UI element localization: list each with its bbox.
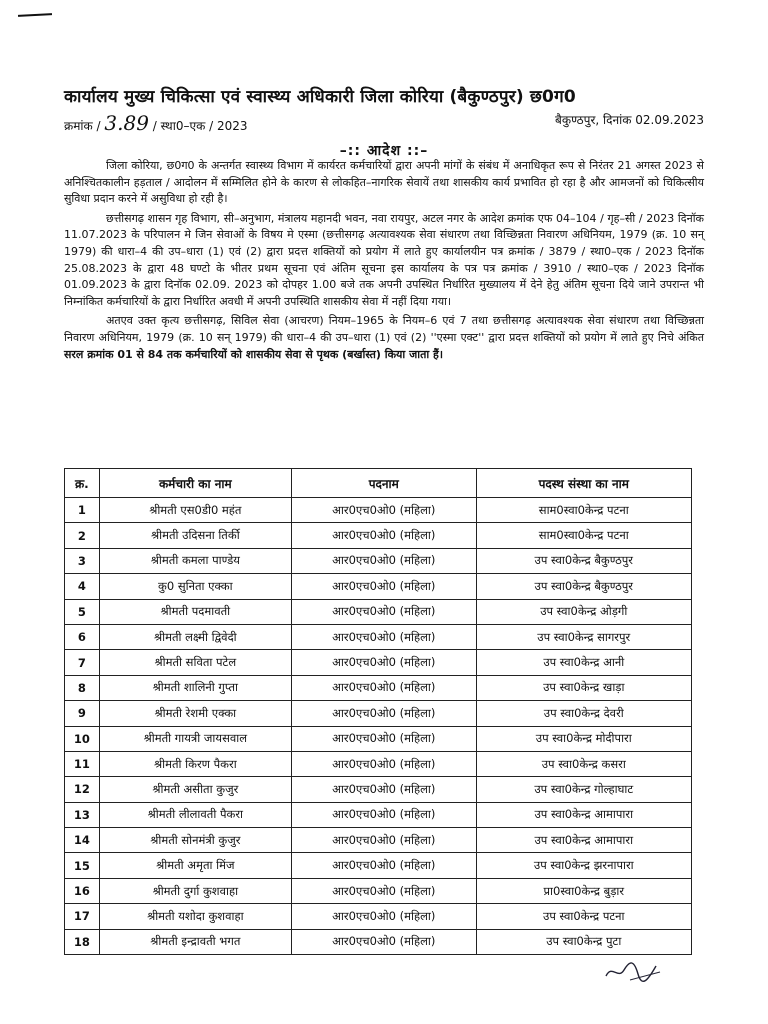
cell-designation: आर0एच0ओ0 (महिला) bbox=[291, 777, 476, 802]
cell-serial: 18 bbox=[65, 929, 100, 954]
cell-designation: आर0एच0ओ0 (महिला) bbox=[291, 650, 476, 675]
cell-employee-name: श्रीमती कमला पाण्डेय bbox=[99, 548, 291, 573]
cell-institution: उप स्वा0केन्द्र आमापारा bbox=[476, 828, 691, 853]
table-row bbox=[65, 701, 692, 726]
cell-employee-name: श्रीमती सोनमंत्री कुजुर bbox=[99, 828, 291, 853]
cell-serial: 11 bbox=[65, 751, 100, 776]
order-body bbox=[64, 158, 704, 366]
cell-employee-name: कु0 सुनिता एक्का bbox=[99, 574, 291, 599]
top-mark bbox=[18, 13, 52, 17]
cell-serial: 13 bbox=[65, 802, 100, 827]
header-institution: पदस्थ संस्था का नाम bbox=[476, 469, 691, 498]
cell-employee-name: श्रीमती एस0डी0 महंत bbox=[99, 498, 291, 523]
cell-designation: आर0एच0ओ0 (महिला) bbox=[291, 828, 476, 853]
cell-serial: 8 bbox=[65, 675, 100, 700]
reference-number: 3.89 bbox=[104, 111, 149, 135]
reference-number-block bbox=[64, 111, 248, 135]
cell-serial: 5 bbox=[65, 599, 100, 624]
cell-designation: आर0एच0ओ0 (महिला) bbox=[291, 624, 476, 649]
cell-employee-name: श्रीमती लीलावती पैकरा bbox=[99, 802, 291, 827]
cell-employee-name: श्रीमती अमृता मिंज bbox=[99, 853, 291, 878]
cell-serial: 7 bbox=[65, 650, 100, 675]
cell-employee-name: श्रीमती इन्द्रावती भगत bbox=[99, 929, 291, 954]
table-row bbox=[65, 777, 692, 802]
table-row bbox=[65, 929, 692, 954]
header-designation: पदनाम bbox=[291, 469, 476, 498]
reference-prefix: क्रमांक / bbox=[64, 119, 101, 133]
cell-designation: आर0एच0ओ0 (महिला) bbox=[291, 675, 476, 700]
cell-designation: आर0एच0ओ0 (महिला) bbox=[291, 498, 476, 523]
paragraph-3-emphasis: सरल क्रमांक 01 से 84 तक कर्मचारियों को शासकीय सेवा से पृथक (बर्खास्त) किया जाता हैं। bbox=[64, 347, 444, 361]
paragraph-3-text: अतएव उक्त कृत्य छत्तीसगढ़, सिविल सेवा (आचरण) नियम–1965 के नियम–6 एवं 7 तथा छत्तीसगढ़ अत्यावश्यक सेवा संधारण तथा विच्छिन्नता निवारण अधिनियम, 1979 (क्र. 10 सन् 1979) की धारा–4 की उप–धारा (1) एवं (2) ''एस्मा एक्ट'' द्वारा प्रदत्त शक्तियों को प्रयोग में लाते हुए निचे अंकित bbox=[64, 314, 704, 344]
cell-designation: आर0एच0ओ0 (महिला) bbox=[291, 929, 476, 954]
table-row bbox=[65, 599, 692, 624]
cell-serial: 1 bbox=[65, 498, 100, 523]
cell-institution: उप स्वा0केन्द्र आनी bbox=[476, 650, 691, 675]
table-row bbox=[65, 675, 692, 700]
order-title: –:: आदेश ::– bbox=[339, 143, 429, 159]
cell-employee-name: श्रीमती पदमावती bbox=[99, 599, 291, 624]
table-row bbox=[65, 624, 692, 649]
table-row bbox=[65, 751, 692, 776]
cell-institution: उप स्वा0केन्द्र देवरी bbox=[476, 701, 691, 726]
cell-serial: 14 bbox=[65, 828, 100, 853]
cell-designation: आर0एच0ओ0 (महिला) bbox=[291, 802, 476, 827]
cell-institution: उप स्वा0केन्द्र मोदीपारा bbox=[476, 726, 691, 751]
cell-designation: आर0एच0ओ0 (महिला) bbox=[291, 548, 476, 573]
cell-serial: 2 bbox=[65, 523, 100, 548]
cell-institution: उप स्वा0केन्द्र आमापारा bbox=[476, 802, 691, 827]
cell-serial: 15 bbox=[65, 853, 100, 878]
letter-header bbox=[64, 84, 704, 160]
cell-employee-name: श्रीमती किरण पैकरा bbox=[99, 751, 291, 776]
cell-institution: उप स्वा0केन्द्र पटना bbox=[476, 904, 691, 929]
cell-institution: साम0स्वा0केन्द्र पटना bbox=[476, 523, 691, 548]
reference-row bbox=[64, 111, 704, 135]
table-header-row bbox=[65, 469, 692, 498]
cell-institution: उप स्वा0केन्द्र कसरा bbox=[476, 751, 691, 776]
table-row bbox=[65, 650, 692, 675]
cell-employee-name: श्रीमती यशोदा कुशवाहा bbox=[99, 904, 291, 929]
signature bbox=[600, 950, 670, 990]
cell-institution: उप स्वा0केन्द्र बैकुण्ठपुर bbox=[476, 574, 691, 599]
table-row bbox=[65, 802, 692, 827]
table-row bbox=[65, 498, 692, 523]
cell-employee-name: श्रीमती असीता कुजुर bbox=[99, 777, 291, 802]
cell-institution: उप स्वा0केन्द्र गोल्हाघाट bbox=[476, 777, 691, 802]
cell-designation: आर0एच0ओ0 (महिला) bbox=[291, 878, 476, 903]
header-name: कर्मचारी का नाम bbox=[99, 469, 291, 498]
cell-designation: आर0एच0ओ0 (महिला) bbox=[291, 904, 476, 929]
place-date: बैकुण्ठपुर, दिनांक 02.09.2023 bbox=[555, 113, 704, 127]
cell-employee-name: श्रीमती गायत्री जायसवाल bbox=[99, 726, 291, 751]
cell-serial: 17 bbox=[65, 904, 100, 929]
cell-serial: 16 bbox=[65, 878, 100, 903]
paragraph-1: जिला कोरिया, छ0ग0 के अन्तर्गत स्वास्थ्य विभाग में कार्यरत कर्मचारियों द्वारा अपनी मांगों के संबंध में अनाधिकृत रूप से निरंतर 21 अगस्त 2023 से अनिश्चितकालीन हड़ताल / आदोलन में सम्मिलित होने के कारण से लोकहित–नागरिक सेवायें तथा शासकीय कार्य प्रभावित हो रहा है और आमजनों को चिकित्सीय सुविधा प्रदान करने में असुविधा हो रही है। bbox=[64, 159, 704, 206]
table-row bbox=[65, 904, 692, 929]
office-title: कार्यालय मुख्य चिकित्सा एवं स्वास्थ्य अधिकारी जिला कोरिया (बैकुण्ठपुर) छ0ग0 bbox=[64, 87, 576, 107]
cell-designation: आर0एच0ओ0 (महिला) bbox=[291, 523, 476, 548]
cell-institution: उप स्वा0केन्द्र सागरपुर bbox=[476, 624, 691, 649]
table-row bbox=[65, 878, 692, 903]
cell-employee-name: श्रीमती दुर्गा कुशवाहा bbox=[99, 878, 291, 903]
cell-serial: 6 bbox=[65, 624, 100, 649]
table-row bbox=[65, 853, 692, 878]
staff-table bbox=[64, 468, 692, 955]
cell-employee-name: श्रीमती शालिनी गुप्ता bbox=[99, 675, 291, 700]
cell-serial: 12 bbox=[65, 777, 100, 802]
cell-employee-name: श्रीमती रेशमी एक्का bbox=[99, 701, 291, 726]
cell-employee-name: श्रीमती लक्ष्मी द्विवेदी bbox=[99, 624, 291, 649]
table-row bbox=[65, 828, 692, 853]
paragraph-2: छत्तीसगढ़ शासन गृह विभाग, सी–अनुभाग, मंत्रालय महानदी भवन, नवा रायपुर, अटल नगर के आदेश क्रमांक एफ 04–104 / गृह–सी / 2023 दिनॉक 11.07.2023 के परिपालन मे जिन सेवाओं के विषय मे एस्मा (छत्तीसगढ़ अत्यावश्यक सेवा संधारण तथा विच्छिन्नता निवारण अधिनियम, 1979 (क्र. 10 सन् 1979) की धारा–4 की उप–धारा (1) एवं (2) द्वारा प्रदत्त शक्तियों को प्रयोग में लाते हुए कार्यालयीन पत्र क्रमांक / 3879 / स्था0–एक / 2023 दिनॉक 25.08.2023 के द्वारा 48 घण्टो के भीतर प्रथम सूचना एवं अंतिम सूचना इस कार्यालय के पत्र पत्र क्रमांक / 3910 / स्था0–एक / 2023 दिनॉक 01.09.2023 के द्वारा दिनॉक 02.09. 2023 को दोपहर 1.00 बजे तक अपनी उपस्थित निर्धारित मुख्यालय में देने हेतु अंतिम सूचना दिये जाने उपरान्त भी निम्नांकित कर्मचारियों के द्वारा निर्धारित अवधी में अपनी उपस्थिति शासकीय सेवा में नहीं दिया गया। bbox=[64, 211, 704, 308]
table-row bbox=[65, 726, 692, 751]
cell-serial: 4 bbox=[65, 574, 100, 599]
cell-institution: उप स्वा0केन्द्र झरनापारा bbox=[476, 853, 691, 878]
cell-employee-name: श्रीमती सविता पटेल bbox=[99, 650, 291, 675]
cell-serial: 3 bbox=[65, 548, 100, 573]
cell-serial: 10 bbox=[65, 726, 100, 751]
cell-institution: उप स्वा0केन्द्र ओड़गी bbox=[476, 599, 691, 624]
cell-designation: आर0एच0ओ0 (महिला) bbox=[291, 574, 476, 599]
cell-designation: आर0एच0ओ0 (महिला) bbox=[291, 751, 476, 776]
cell-employee-name: श्रीमती उदिसना तिर्की bbox=[99, 523, 291, 548]
table-row bbox=[65, 574, 692, 599]
cell-institution: प्रा0स्वा0केन्द्र बुड़ार bbox=[476, 878, 691, 903]
cell-institution: साम0स्वा0केन्द्र पटना bbox=[476, 498, 691, 523]
cell-institution: उप स्वा0केन्द्र बैकुण्ठपुर bbox=[476, 548, 691, 573]
cell-institution: उप स्वा0केन्द्र खाड़ा bbox=[476, 675, 691, 700]
header-serial: क्र. bbox=[65, 469, 100, 498]
paragraph-3 bbox=[64, 313, 704, 363]
cell-designation: आर0एच0ओ0 (महिला) bbox=[291, 853, 476, 878]
cell-institution: उप स्वा0केन्द्र पुटा bbox=[476, 929, 691, 954]
table-row bbox=[65, 523, 692, 548]
cell-designation: आर0एच0ओ0 (महिला) bbox=[291, 701, 476, 726]
cell-designation: आर0एच0ओ0 (महिला) bbox=[291, 726, 476, 751]
table-row bbox=[65, 548, 692, 573]
cell-designation: आर0एच0ओ0 (महिला) bbox=[291, 599, 476, 624]
cell-serial: 9 bbox=[65, 701, 100, 726]
reference-suffix: / स्था0–एक / 2023 bbox=[152, 119, 248, 133]
